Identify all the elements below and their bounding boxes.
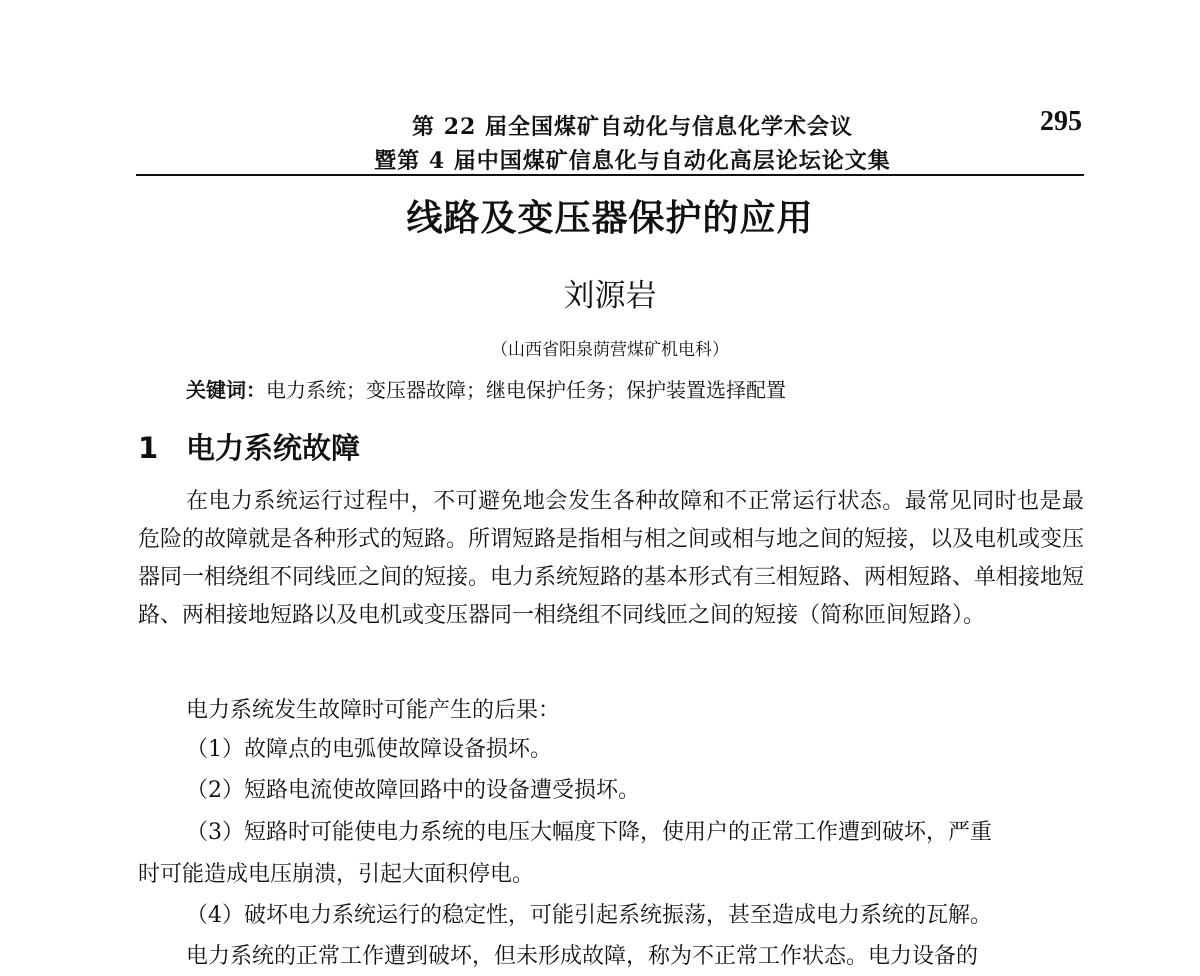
consequence-item-2: （2）短路电流使故障回路中的设备遭受损坏。: [186, 778, 640, 803]
header-divider: [136, 174, 1084, 176]
section-number: 1: [138, 431, 159, 465]
paper-author: 刘源岩: [563, 278, 657, 314]
proceedings-header-line1: 第 22 届全国煤矿自动化与信息化学术会议: [412, 114, 853, 140]
consequence-item-4: （4）破坏电力系统运行的稳定性，可能引起系统振荡，甚至造成电力系统的瓦解。: [186, 903, 992, 928]
section-heading: [138, 426, 838, 467]
page-number: 295: [1040, 106, 1082, 137]
truncated-next-line: 电力系统的正常工作遭到破坏，但未形成故障，称为不正常工作状态。电力设备的: [186, 944, 979, 969]
keywords-label: 关键词：: [186, 378, 266, 402]
consequence-item-3-line1: （3）短路时可能使电力系统的电压大幅度下降，使用户的正常工作遭到破坏，严重: [186, 820, 992, 845]
section-title: 电力系统故障: [186, 431, 361, 465]
proceedings-header-line2: 暨第 4 届中国煤矿信息化与自动化高层论坛论文集: [374, 148, 891, 174]
keywords-line: [186, 374, 1086, 403]
consequence-item-3-line2: 时可能造成电压崩溃，引起大面积停电。: [138, 862, 535, 887]
paper-title: 线路及变压器保护的应用: [406, 198, 814, 239]
consequences-intro: 电力系统发生故障时可能产生的后果：: [186, 698, 561, 723]
author-affiliation: （山西省阳泉荫营煤矿机电科）: [491, 340, 729, 360]
keywords-text: 电力系统；变压器故障；继电保护任务；保护装置选择配置: [266, 378, 786, 402]
body-paragraph-short-circuit: 在电力系统运行过程中，不可避免地会发生各种故障和不正常运行状态。最常见同时也是最危险的故障就是各种形式的短路。所谓短路是指相与相之间或相与地之间的短接，以及电机或变压器同一相绕组不同线匝之间的短接。电力系统短路的基本形式有三相短路、两相短路、单相接地短路、两相接地短路以及电机或变压器同一相绕组不同线匝之间的短接（简称匝间短路）。: [138, 489, 1085, 628]
consequence-item-1: （1）故障点的电弧使故障设备损坏。: [186, 737, 552, 762]
